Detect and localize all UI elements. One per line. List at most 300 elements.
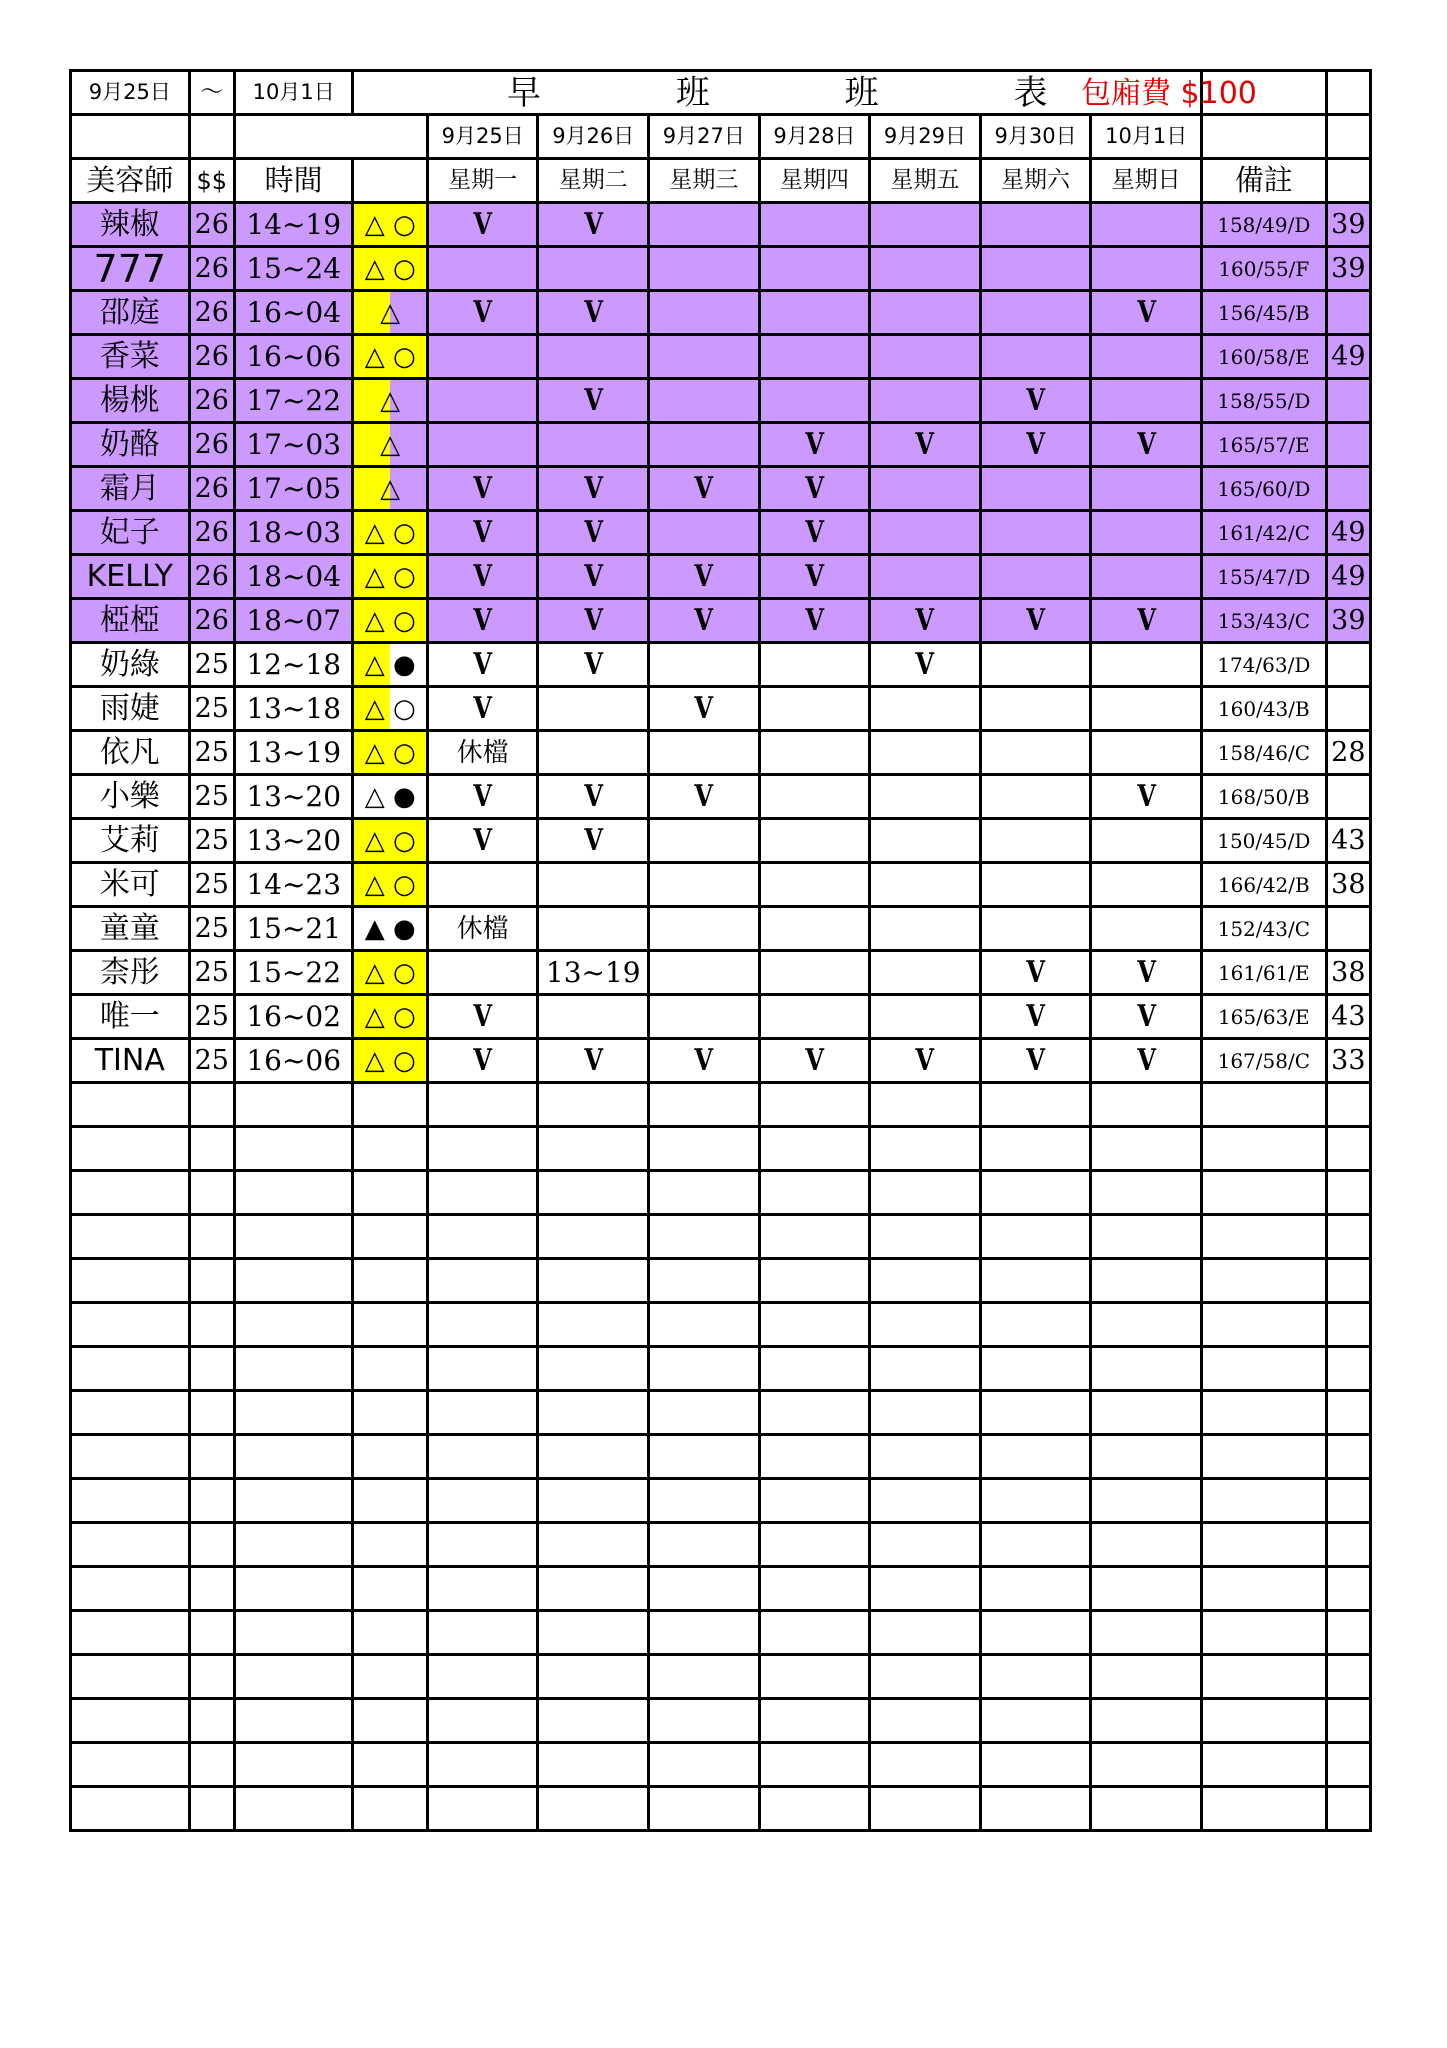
day-cell	[649, 511, 760, 555]
staff-note: 166/42/B	[1201, 863, 1326, 907]
empty-cell	[759, 1215, 870, 1259]
shift-mark: V	[1136, 294, 1156, 330]
shift-mark: V	[1026, 426, 1045, 462]
empty-cell	[1326, 1303, 1370, 1347]
symbol-wrap	[354, 908, 425, 949]
empty-cell	[353, 1391, 427, 1435]
empty-cell	[353, 1171, 427, 1215]
staff-note: 165/57/E	[1201, 423, 1326, 467]
staff-note: 160/43/B	[1201, 687, 1326, 731]
empty-cell	[980, 1083, 1091, 1127]
staff-name: 777	[71, 247, 190, 291]
staff-extra: 28	[1326, 731, 1370, 775]
staff-row	[71, 423, 1371, 467]
day-cell	[870, 863, 981, 907]
empty-cell	[427, 1523, 538, 1567]
symbol-text: △ ○	[364, 253, 416, 284]
empty-cell	[427, 1171, 538, 1215]
shift-mark: V	[694, 690, 714, 726]
day-cell	[1091, 247, 1202, 291]
empty-cell	[353, 1655, 427, 1699]
symbol-wrap	[354, 644, 425, 685]
day-cell	[980, 423, 1091, 467]
empty-cell	[189, 1479, 234, 1523]
shift-mark: V	[1136, 954, 1156, 990]
empty-cell	[71, 1787, 190, 1831]
empty-row	[71, 1391, 1371, 1435]
staff-rate: 25	[189, 819, 234, 863]
empty-cell	[427, 1699, 538, 1743]
day-cell	[980, 467, 1091, 511]
empty-cell	[1201, 1435, 1326, 1479]
day-cell	[649, 555, 760, 599]
day-cell	[427, 247, 538, 291]
empty-cell	[71, 1391, 190, 1435]
staff-rate: 26	[189, 423, 234, 467]
empty-cell	[759, 1347, 870, 1391]
empty-cell	[759, 1083, 870, 1127]
empty-cell	[980, 1787, 1091, 1831]
shift-mark: V	[694, 470, 714, 506]
symbol-text: △	[380, 473, 401, 504]
shift-mark: V	[694, 558, 714, 594]
empty-row	[71, 1523, 1371, 1567]
day-cell	[427, 423, 538, 467]
empty-cell	[759, 1523, 870, 1567]
empty-cell	[1091, 1391, 1202, 1435]
symbol-text: △ ○	[364, 825, 416, 856]
empty-cell	[234, 1435, 353, 1479]
symbol-text: △	[380, 429, 401, 460]
shift-mark: V	[1026, 382, 1045, 418]
day-cell	[538, 291, 649, 335]
empty-cell	[1091, 1215, 1202, 1259]
empty-cell	[427, 1655, 538, 1699]
empty-cell	[1091, 1743, 1202, 1787]
shift-mark: V	[583, 646, 603, 682]
empty-cell	[427, 1391, 538, 1435]
staff-note: 156/45/B	[1201, 291, 1326, 335]
day-cell	[870, 335, 981, 379]
shift-mark: V	[1136, 998, 1156, 1034]
empty-cell	[353, 1347, 427, 1391]
empty-cell	[870, 1655, 981, 1699]
empty-cell	[71, 1567, 190, 1611]
staff-row	[71, 599, 1371, 643]
staff-extra	[1326, 775, 1370, 819]
symbol-wrap	[354, 996, 425, 1037]
staff-note: 160/55/F	[1201, 247, 1326, 291]
empty-cell	[71, 1479, 190, 1523]
date-row	[71, 115, 1371, 159]
empty-cell	[1326, 1215, 1370, 1259]
shift-mark: V	[473, 646, 492, 682]
staff-extra: 39	[1326, 203, 1370, 247]
staff-rate: 25	[189, 775, 234, 819]
day-cell	[1091, 819, 1202, 863]
blank-cell	[1326, 115, 1370, 159]
empty-cell	[1201, 1215, 1326, 1259]
staff-note: 168/50/B	[1201, 775, 1326, 819]
day-cell	[649, 995, 760, 1039]
empty-cell	[353, 1479, 427, 1523]
empty-cell	[353, 1083, 427, 1127]
empty-cell	[427, 1567, 538, 1611]
empty-cell	[870, 1127, 981, 1171]
symbol-text: △ ○	[364, 209, 416, 240]
day-cell	[759, 731, 870, 775]
empty-cell	[234, 1171, 353, 1215]
day-cell	[870, 599, 981, 643]
shift-mark: V	[915, 426, 935, 462]
staff-note: 158/49/D	[1201, 203, 1326, 247]
day-cell	[649, 335, 760, 379]
empty-cell	[1201, 1567, 1326, 1611]
header-beautician: 美容師	[71, 159, 190, 203]
empty-cell	[1091, 1347, 1202, 1391]
symbol-text: △ ○	[364, 1045, 416, 1076]
availability-symbols	[353, 467, 427, 511]
empty-cell	[759, 1611, 870, 1655]
symbol-wrap	[354, 952, 425, 993]
day-cell	[427, 819, 538, 863]
shift-mark: V	[473, 206, 492, 242]
staff-rate: 25	[189, 1039, 234, 1083]
availability-symbols	[353, 555, 427, 599]
shift-mark: V	[583, 294, 603, 330]
shift-mark: V	[805, 514, 824, 550]
staff-rate: 26	[189, 555, 234, 599]
empty-cell	[1326, 1655, 1370, 1699]
empty-cell	[1326, 1743, 1370, 1787]
staff-hours: 16~02	[234, 995, 353, 1039]
staff-rate: 26	[189, 467, 234, 511]
header-notes: 備註	[1201, 159, 1326, 203]
empty-cell	[649, 1215, 760, 1259]
availability-symbols	[353, 511, 427, 555]
shift-mark: V	[915, 1042, 935, 1078]
empty-cell	[1201, 1127, 1326, 1171]
empty-cell	[1201, 1083, 1326, 1127]
empty-cell	[870, 1611, 981, 1655]
day-cell	[649, 951, 760, 995]
empty-cell	[870, 1347, 981, 1391]
staff-hours: 16~06	[234, 1039, 353, 1083]
empty-cell	[538, 1347, 649, 1391]
symbol-wrap	[354, 732, 425, 773]
empty-cell	[870, 1479, 981, 1523]
day-cell: 休檔	[427, 731, 538, 775]
availability-symbols	[353, 731, 427, 775]
blank-cell	[189, 115, 234, 159]
empty-cell	[649, 1655, 760, 1699]
empty-cell	[980, 1743, 1091, 1787]
empty-cell	[189, 1083, 234, 1127]
day-cell	[759, 423, 870, 467]
day-cell	[980, 335, 1091, 379]
day-cell	[1091, 863, 1202, 907]
empty-cell	[189, 1215, 234, 1259]
empty-row	[71, 1787, 1371, 1831]
staff-rate: 25	[189, 643, 234, 687]
empty-cell	[234, 1259, 353, 1303]
shift-mark: V	[583, 558, 603, 594]
empty-cell	[234, 1215, 353, 1259]
empty-cell	[980, 1611, 1091, 1655]
day-cell	[980, 291, 1091, 335]
empty-cell	[427, 1347, 538, 1391]
symbol-wrap	[354, 864, 425, 905]
symbol-text: △ ○	[364, 605, 416, 636]
weekday-header: 星期六	[980, 159, 1091, 203]
empty-cell	[427, 1259, 538, 1303]
symbol-wrap	[354, 204, 425, 245]
empty-cell	[71, 1611, 190, 1655]
staff-rate: 26	[189, 511, 234, 555]
weekday-header: 星期一	[427, 159, 538, 203]
day-cell	[980, 1039, 1091, 1083]
day-cell	[980, 863, 1091, 907]
shift-mark: V	[473, 470, 492, 506]
empty-cell	[538, 1655, 649, 1699]
day-cell	[870, 467, 981, 511]
staff-extra	[1326, 291, 1370, 335]
shift-mark: V	[473, 558, 492, 594]
staff-note: 155/47/D	[1201, 555, 1326, 599]
empty-cell	[649, 1259, 760, 1303]
empty-row	[71, 1435, 1371, 1479]
empty-cell	[427, 1435, 538, 1479]
day-cell	[759, 995, 870, 1039]
empty-cell	[234, 1303, 353, 1347]
staff-extra: 43	[1326, 819, 1370, 863]
staff-name: 辣椒	[71, 203, 190, 247]
empty-cell	[234, 1479, 353, 1523]
empty-cell	[71, 1743, 190, 1787]
staff-name: 童童	[71, 907, 190, 951]
empty-cell	[234, 1391, 353, 1435]
empty-cell	[353, 1435, 427, 1479]
empty-cell	[427, 1127, 538, 1171]
availability-symbols	[353, 203, 427, 247]
staff-name: 邵庭	[71, 291, 190, 335]
shift-mark: V	[583, 778, 603, 814]
shift-mark: V	[583, 382, 603, 418]
empty-cell	[1326, 1787, 1370, 1831]
day-cell	[870, 1039, 981, 1083]
blank-cell	[234, 115, 427, 159]
day-cell	[538, 687, 649, 731]
empty-cell	[759, 1127, 870, 1171]
empty-cell	[980, 1435, 1091, 1479]
symbol-wrap	[354, 424, 425, 465]
symbol-text: △ ○	[364, 869, 416, 900]
staff-name: 香菜	[71, 335, 190, 379]
staff-hours: 13~19	[234, 731, 353, 775]
empty-cell	[1091, 1787, 1202, 1831]
empty-cell	[427, 1215, 538, 1259]
day-cell	[427, 511, 538, 555]
staff-hours: 13~20	[234, 775, 353, 819]
symbol-text: △	[380, 385, 401, 416]
day-cell	[759, 511, 870, 555]
day-cell	[980, 687, 1091, 731]
staff-rate: 26	[189, 247, 234, 291]
day-cell	[980, 247, 1091, 291]
empty-cell	[353, 1787, 427, 1831]
empty-cell	[1201, 1171, 1326, 1215]
empty-cell	[1201, 1303, 1326, 1347]
header-symbol	[353, 159, 427, 203]
empty-cell	[1091, 1479, 1202, 1523]
day-cell	[649, 907, 760, 951]
day-cell	[759, 467, 870, 511]
empty-cell	[1091, 1523, 1202, 1567]
empty-cell	[980, 1523, 1091, 1567]
day-cell	[1091, 951, 1202, 995]
empty-cell	[538, 1391, 649, 1435]
day-cell	[980, 599, 1091, 643]
day-cell	[759, 775, 870, 819]
staff-name: 楊桃	[71, 379, 190, 423]
empty-cell	[189, 1435, 234, 1479]
empty-cell	[759, 1567, 870, 1611]
symbol-text: △ ○	[364, 1001, 416, 1032]
day-cell	[538, 863, 649, 907]
empty-cell	[759, 1391, 870, 1435]
day-cell	[980, 907, 1091, 951]
day-cell	[427, 995, 538, 1039]
staff-note: 150/45/D	[1201, 819, 1326, 863]
shift-mark: V	[583, 206, 603, 242]
empty-cell	[538, 1611, 649, 1655]
day-cell	[759, 555, 870, 599]
symbol-wrap	[354, 688, 425, 729]
empty-cell	[427, 1787, 538, 1831]
empty-cell	[71, 1215, 190, 1259]
date-cell: 9月25日	[427, 115, 538, 159]
symbol-wrap	[354, 1040, 425, 1081]
empty-cell	[538, 1699, 649, 1743]
day-cell	[870, 291, 981, 335]
staff-hours: 16~06	[234, 335, 353, 379]
title-extra-cell	[1326, 71, 1370, 115]
staff-note: 152/43/C	[1201, 907, 1326, 951]
day-cell	[759, 819, 870, 863]
day-cell	[1091, 423, 1202, 467]
empty-cell	[538, 1127, 649, 1171]
staff-rate: 25	[189, 995, 234, 1039]
symbol-wrap	[354, 248, 425, 289]
day-cell	[649, 379, 760, 423]
empty-cell	[980, 1479, 1091, 1523]
empty-cell	[234, 1083, 353, 1127]
day-cell	[649, 687, 760, 731]
empty-cell	[538, 1567, 649, 1611]
staff-extra: 38	[1326, 863, 1370, 907]
header-time: 時間	[234, 159, 353, 203]
empty-cell	[870, 1435, 981, 1479]
day-cell	[980, 951, 1091, 995]
blank-cell	[71, 115, 190, 159]
staff-extra	[1326, 687, 1370, 731]
day-cell	[759, 643, 870, 687]
empty-cell	[980, 1171, 1091, 1215]
empty-row	[71, 1171, 1371, 1215]
room-fee-label: 包廂費 $100	[1081, 76, 1257, 111]
staff-rate: 25	[189, 863, 234, 907]
symbol-wrap	[354, 292, 425, 333]
day-cell	[649, 467, 760, 511]
availability-symbols	[353, 423, 427, 467]
empty-cell	[649, 1787, 760, 1831]
empty-row	[71, 1611, 1371, 1655]
day-cell	[538, 335, 649, 379]
symbol-wrap	[354, 556, 425, 597]
day-cell	[870, 643, 981, 687]
symbol-text: △ ○	[364, 957, 416, 988]
empty-cell	[759, 1743, 870, 1787]
staff-row	[71, 335, 1371, 379]
staff-row	[71, 379, 1371, 423]
staff-extra: 38	[1326, 951, 1370, 995]
staff-row	[71, 995, 1371, 1039]
empty-cell	[870, 1699, 981, 1743]
availability-symbols	[353, 379, 427, 423]
empty-cell	[189, 1127, 234, 1171]
day-cell	[1091, 335, 1202, 379]
empty-cell	[353, 1259, 427, 1303]
empty-cell	[189, 1259, 234, 1303]
day-cell	[538, 423, 649, 467]
day-cell	[538, 511, 649, 555]
availability-symbols	[353, 819, 427, 863]
symbol-text: ▲ ●	[364, 913, 416, 944]
day-cell	[870, 687, 981, 731]
shift-mark: V	[1026, 602, 1045, 638]
shift-mark: V	[1136, 1042, 1156, 1078]
empty-cell	[1201, 1391, 1326, 1435]
shift-mark: V	[805, 470, 824, 506]
empty-cell	[1091, 1611, 1202, 1655]
empty-cell	[649, 1083, 760, 1127]
empty-cell	[71, 1523, 190, 1567]
day-cell	[538, 203, 649, 247]
empty-cell	[759, 1655, 870, 1699]
empty-cell	[1091, 1699, 1202, 1743]
empty-row	[71, 1743, 1371, 1787]
staff-extra	[1326, 907, 1370, 951]
staff-row	[71, 951, 1371, 995]
day-cell	[1091, 995, 1202, 1039]
day-cell	[759, 599, 870, 643]
staff-extra: 39	[1326, 247, 1370, 291]
day-cell	[980, 555, 1091, 599]
empty-cell	[427, 1479, 538, 1523]
day-cell	[980, 819, 1091, 863]
staff-row	[71, 291, 1371, 335]
staff-hours: 15~22	[234, 951, 353, 995]
empty-cell	[234, 1347, 353, 1391]
shift-mark: V	[473, 514, 492, 550]
day-cell	[649, 643, 760, 687]
empty-row	[71, 1215, 1371, 1259]
empty-cell	[71, 1435, 190, 1479]
day-cell	[649, 291, 760, 335]
staff-hours: 17~05	[234, 467, 353, 511]
empty-cell	[1091, 1171, 1202, 1215]
empty-cell	[538, 1171, 649, 1215]
